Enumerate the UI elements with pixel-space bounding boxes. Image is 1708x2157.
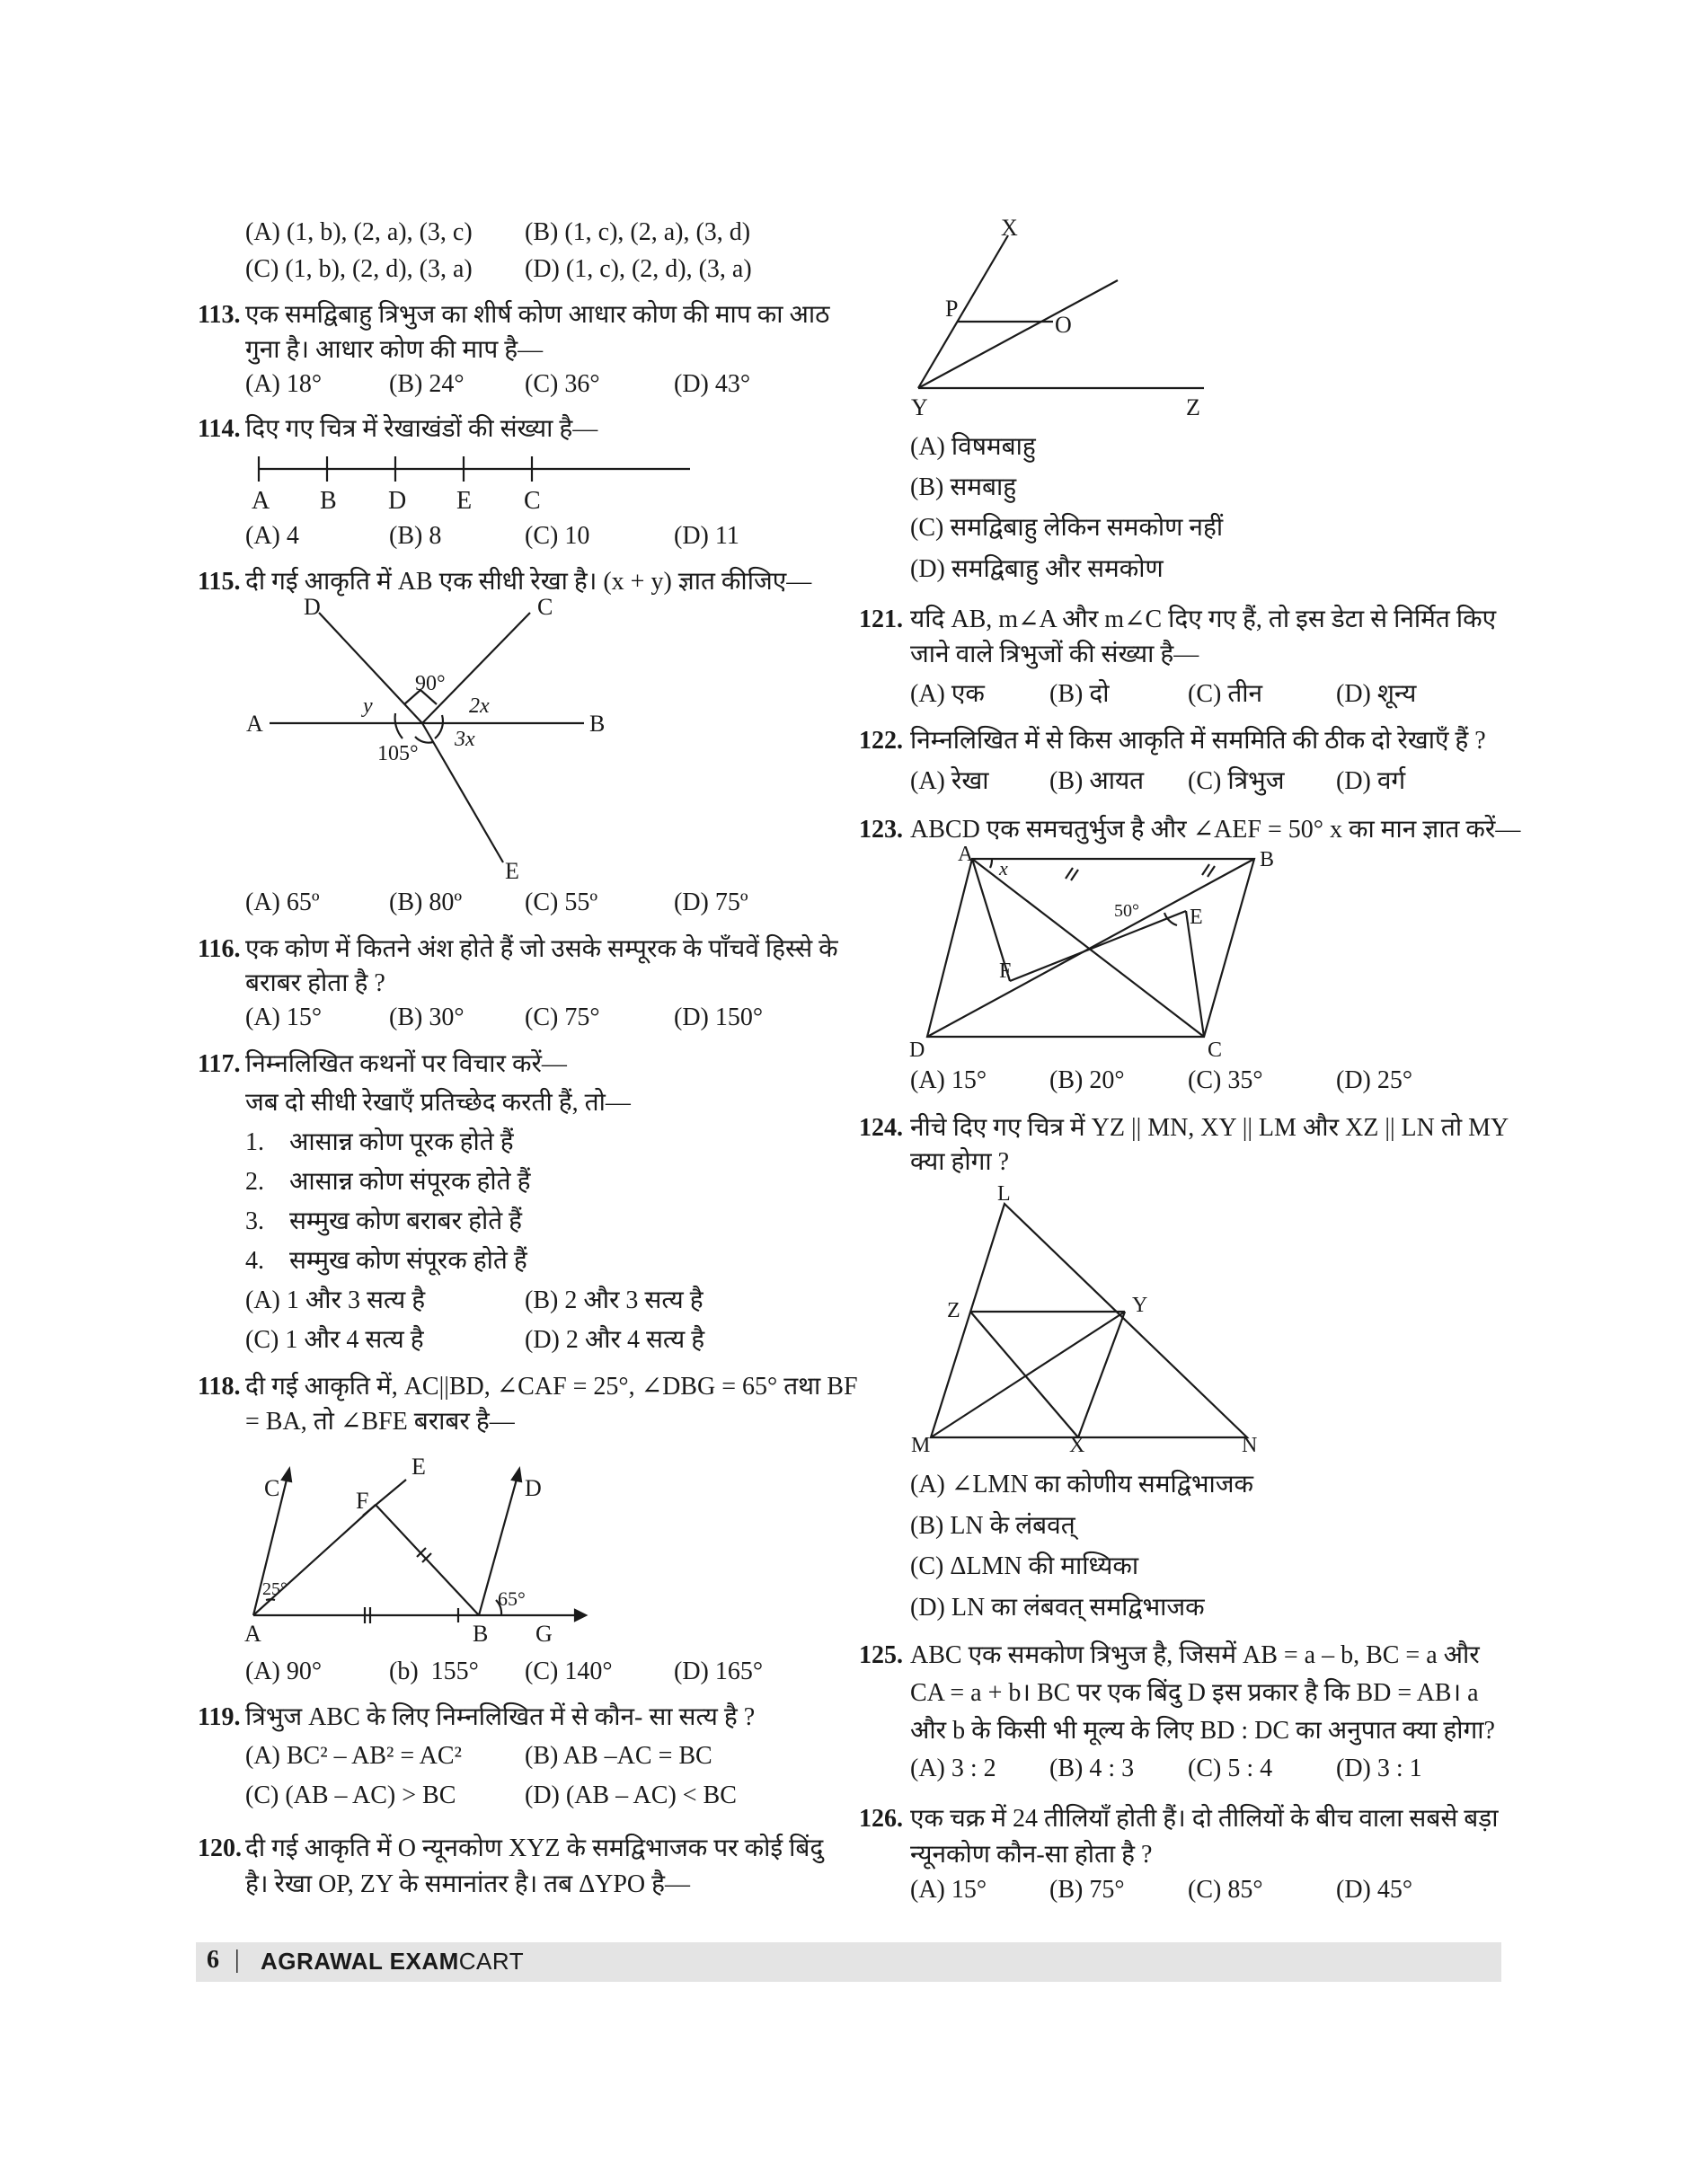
q117-statement-3: 3. सम्मुख कोण बराबर होते हैं xyxy=(245,1207,523,1235)
q124-label-m: M xyxy=(911,1434,931,1457)
q115-number: 115. xyxy=(198,568,241,596)
q119-text-line1: त्रिभुज ABC के लिए निम्नलिखित में से कौन- सा सत्य है ? xyxy=(245,1703,756,1731)
q115-option-a: (A) 65º xyxy=(245,888,320,916)
q123-option-d: (D) 25° xyxy=(1336,1066,1413,1094)
q114-label-c: C xyxy=(524,487,541,515)
q120-option-a: (A) विषमबाहु xyxy=(910,433,1036,461)
q125-option-b: (B) 4 : 3 xyxy=(1049,1755,1135,1782)
q123-label-b: B xyxy=(1260,848,1275,871)
q117-option-d: (D) 2 और 4 सत्य है xyxy=(525,1326,705,1354)
q126-option-c: (C) 85° xyxy=(1188,1876,1263,1904)
q114-label-a: A xyxy=(252,487,270,515)
q123-option-c: (C) 35° xyxy=(1188,1066,1263,1094)
q115-label-90: 90° xyxy=(415,672,446,695)
q120-label-x: X xyxy=(1001,215,1018,241)
q117-option-c: (C) 1 और 4 सत्य है xyxy=(245,1326,424,1354)
q124-option-c: (C) ΔLMN की माध्यिका xyxy=(910,1552,1139,1580)
q126-option-b: (B) 75° xyxy=(1049,1876,1125,1904)
q125-text-line3: और b के किसी भी मूल्य के लिए BD : DC का अनुपात क्या होगा? xyxy=(910,1717,1495,1745)
q117-statement-4: 4. सम्मुख कोण संपूरक होते हैं xyxy=(245,1247,527,1275)
q117-number: 117. xyxy=(198,1050,241,1078)
q126-option-d: (D) 45° xyxy=(1336,1876,1413,1904)
q115-text-line1: दी गई आकृति में AB एक सीधी रेखा है। (x + y) ज्ञात कीजिए— xyxy=(245,568,812,596)
q126-text-line2: न्यूनकोण कौन-सा होता है ? xyxy=(910,1841,1153,1869)
q119-option-d: (D) (AB – AC) < BC xyxy=(525,1781,737,1809)
q119-number: 119. xyxy=(198,1703,241,1731)
q115-option-d: (D) 75º xyxy=(674,888,748,916)
q125-number: 125. xyxy=(859,1641,903,1669)
q113-text-line2: गुना है। आधार कोण की माप है— xyxy=(245,336,544,364)
q123-text-line1: ABCD एक समचतुर्भुज है और ∠AEF = 50° x का मान ज्ञात करें— xyxy=(910,816,1521,844)
q124-text-line1: नीचे दिए गए चित्र में YZ || MN, XY || LM और XZ || LN तो MY xyxy=(910,1114,1509,1142)
q118-label-e: E xyxy=(412,1454,426,1480)
q121-option-c: (C) तीन xyxy=(1188,680,1263,708)
q115-option-b: (B) 80º xyxy=(389,888,463,916)
q123-option-b: (B) 20° xyxy=(1049,1066,1125,1094)
q122-option-b: (B) आयत xyxy=(1049,767,1145,795)
q121-option-d: (D) शून्य xyxy=(1336,680,1417,708)
q118-option-d: (D) 165° xyxy=(674,1658,764,1685)
q125-option-c: (C) 5 : 4 xyxy=(1188,1755,1273,1782)
q115-option-c: (C) 55º xyxy=(525,888,598,916)
q118-label-25: 25° xyxy=(262,1579,288,1599)
q113-text-line1: एक समद्विबाहु त्रिभुज का शीर्ष कोण आधार कोण की माप का आठ xyxy=(245,301,830,329)
q115-label-a: A xyxy=(246,711,263,737)
q119-option-a: (A) BC² – AB² = AC² xyxy=(245,1742,462,1770)
q124-option-a: (A) ∠LMN का कोणीय समद्विभाजक xyxy=(910,1471,1254,1498)
q123-option-a: (A) 15° xyxy=(910,1066,987,1094)
q120-label-o: O xyxy=(1055,312,1072,338)
q121-number: 121. xyxy=(859,606,903,633)
q125-text-line2: CA = a + b। BC पर एक बिंदु D इस प्रकार है कि BD = AB। a xyxy=(910,1679,1479,1707)
q114-line-segment-figure xyxy=(252,449,701,515)
q120-text-line1: दी गई आकृति में O न्यूनकोण XYZ के समद्विभाजक पर कोई बिंदु xyxy=(245,1834,824,1862)
q117-option-a: (A) 1 और 3 सत्य है xyxy=(245,1286,426,1314)
q124-label-x: X xyxy=(1069,1434,1085,1457)
q123-label-c: C xyxy=(1208,1039,1223,1062)
q117-statement-1: 1. आसान्न कोण पूरक होते हैं xyxy=(245,1128,514,1156)
q126-number: 126. xyxy=(859,1805,903,1833)
q120-label-y: Y xyxy=(911,394,928,420)
q112-option-a: (A) (1, b), (2, a), (3, c) xyxy=(245,218,473,246)
q124-label-l: L xyxy=(997,1182,1011,1206)
q117-statement-2: 2. आसान्न कोण संपूरक होते हैं xyxy=(245,1168,531,1196)
q122-option-a: (A) रेखा xyxy=(910,767,989,795)
q120-option-c: (C) समद्विबाहु लेकिन समकोण नहीं xyxy=(910,514,1224,542)
q126-text-line1: एक चक्र में 24 तीलियाँ होती हैं। दो तीलियों के बीच वाला सबसे बड़ा xyxy=(910,1805,1499,1833)
q120-label-p: P xyxy=(945,296,959,322)
q124-label-z: Z xyxy=(947,1299,960,1322)
q123-label-f: F xyxy=(999,959,1012,983)
q115-label-e: E xyxy=(505,858,519,884)
q118-label-a: A xyxy=(244,1621,261,1647)
q124-number: 124. xyxy=(859,1114,903,1142)
q114-option-d: (D) 11 xyxy=(674,522,739,550)
q125-option-a: (A) 3 : 2 xyxy=(910,1755,996,1782)
q114-option-a: (A) 4 xyxy=(245,522,299,550)
q116-option-d: (D) 150° xyxy=(674,1003,764,1031)
q118-label-b: B xyxy=(473,1621,489,1647)
q123-label-a: A xyxy=(958,843,974,866)
q115-label-3x: 3x xyxy=(455,728,475,751)
q118-label-65: 65° xyxy=(498,1587,526,1610)
q113-option-b: (B) 24° xyxy=(389,370,465,398)
brand-logo xyxy=(261,1948,524,1976)
q115-label-2x: 2x xyxy=(469,694,490,718)
q113-option-d: (D) 43° xyxy=(674,370,751,398)
q119-option-b: (B) AB –AC = BC xyxy=(525,1742,712,1770)
q118-label-g: G xyxy=(535,1621,553,1647)
page-number xyxy=(207,1946,240,1975)
q116-option-a: (A) 15° xyxy=(245,1003,323,1031)
q115-label-105: 105° xyxy=(377,742,419,765)
q124-text-line2: क्या होगा ? xyxy=(910,1148,1010,1176)
q112-option-b: (B) (1, c), (2, a), (3, d) xyxy=(525,218,751,246)
q113-option-c: (C) 36° xyxy=(525,370,600,398)
q120-text-line2: है। रेखा OP, ZY के समानांतर है। तब ΔYPO है— xyxy=(245,1870,691,1898)
q118-option-c: (C) 140° xyxy=(525,1658,613,1685)
q117-text-line2: जब दो सीधी रेखाएँ प्रतिच्छेद करती हैं, तो— xyxy=(245,1089,631,1117)
q118-number: 118. xyxy=(198,1373,241,1401)
q118-text-line2: = BA, तो ∠BFE बराबर है— xyxy=(245,1408,515,1436)
page-number-value: 6 xyxy=(207,1946,219,1974)
q116-number: 116. xyxy=(198,935,241,963)
q124-label-y: Y xyxy=(1132,1294,1148,1317)
q114-label-d: D xyxy=(388,487,407,515)
q117-text-line1: निम्नलिखित कथनों पर विचार करें— xyxy=(245,1050,567,1078)
q118-text-line1: दी गई आकृति में, AC||BD, ∠CAF = 25°, ∠DBG = 65° तथा BF xyxy=(245,1373,858,1401)
q116-text-line1: एक कोण में कितने अंश होते हैं जो उसके सम्पूरक के पाँचवें हिस्से के xyxy=(245,935,838,963)
brand-cart: CART xyxy=(458,1948,525,1975)
q123-number: 123. xyxy=(859,816,903,844)
q114-text-line1: दिए गए चित्र में रेखाखंडों की संख्या है— xyxy=(245,415,598,443)
q117-option-b: (B) 2 और 3 सत्य है xyxy=(525,1286,704,1314)
q118-label-d: D xyxy=(525,1475,542,1501)
q123-label-d: D xyxy=(909,1039,925,1062)
q115-label-y: y xyxy=(363,694,373,718)
q118-parallel-lines-figure xyxy=(243,1442,584,1649)
q120-number: 120. xyxy=(198,1834,242,1862)
q125-text-line1: ABC एक समकोण त्रिभुज है, जिसमें AB = a – b, BC = a और xyxy=(910,1641,1480,1669)
q118-label-c: C xyxy=(264,1475,280,1501)
q118-option-b: (b) 155° xyxy=(389,1658,479,1685)
q115-angle-figure xyxy=(243,593,620,884)
footer-separator: | xyxy=(235,1946,240,1974)
q115-label-d: D xyxy=(304,594,321,620)
q121-text-line2: जाने वाले त्रिभुजों की संख्या है— xyxy=(910,641,1199,668)
q121-option-b: (B) दो xyxy=(1049,680,1110,708)
q112-option-d: (D) (1, c), (2, d), (3, a) xyxy=(525,255,752,283)
q116-option-b: (B) 30° xyxy=(389,1003,465,1031)
q119-option-c: (C) (AB – AC) > BC xyxy=(245,1781,456,1809)
q120-option-d: (D) समद्विबाहु और समकोण xyxy=(910,555,1164,583)
q123-label-50: 50° xyxy=(1114,901,1139,921)
q114-label-b: B xyxy=(320,487,337,515)
q120-option-b: (B) समबाहु xyxy=(910,473,1017,501)
q118-option-a: (A) 90° xyxy=(245,1658,323,1685)
q122-number: 122. xyxy=(859,727,903,755)
q121-option-a: (A) एक xyxy=(910,680,985,708)
q113-option-a: (A) 18° xyxy=(245,370,323,398)
q120-bisector-figure xyxy=(907,216,1231,422)
q122-option-c: (C) त्रिभुज xyxy=(1188,767,1285,795)
q123-rhombus-figure xyxy=(907,844,1303,1060)
q115-label-c: C xyxy=(537,594,553,620)
brand-agrawal: AGRAWAL xyxy=(261,1948,390,1975)
brand-exam: EXAM xyxy=(389,1948,459,1975)
q124-option-d: (D) LN का लंबवत् समद्विभाजक xyxy=(910,1594,1205,1622)
q114-option-b: (B) 8 xyxy=(389,522,442,550)
q121-text-line1: यदि AB, m∠A और m∠C दिए गए हैं, तो इस डेटा से निर्मित किए xyxy=(910,606,1497,633)
q124-label-n: N xyxy=(1242,1434,1258,1457)
q114-option-c: (C) 10 xyxy=(525,522,590,550)
q124-option-b: (B) LN के लंबवत् xyxy=(910,1512,1075,1540)
q116-text-line2: बराबर होता है ? xyxy=(245,969,385,997)
q116-option-c: (C) 75° xyxy=(525,1003,600,1031)
q124-triangle-figure xyxy=(907,1177,1285,1464)
q125-option-d: (D) 3 : 1 xyxy=(1336,1755,1422,1782)
q120-label-z: Z xyxy=(1186,394,1200,420)
q113-number: 113. xyxy=(198,301,241,329)
q126-option-a: (A) 15° xyxy=(910,1876,987,1904)
q123-label-x: x xyxy=(999,857,1008,880)
q118-label-f: F xyxy=(356,1488,369,1514)
q114-label-e: E xyxy=(456,487,473,515)
q112-option-c: (C) (1, b), (2, d), (3, a) xyxy=(245,255,473,283)
q115-label-b: B xyxy=(589,711,606,737)
q123-label-e: E xyxy=(1190,906,1203,929)
q122-text-line1: निम्नलिखित में से किस आकृति में सममिति की ठीक दो रेखाएँ हैं ? xyxy=(910,727,1486,755)
q114-number: 114. xyxy=(198,415,241,443)
q122-option-d: (D) वर्ग xyxy=(1336,767,1406,795)
